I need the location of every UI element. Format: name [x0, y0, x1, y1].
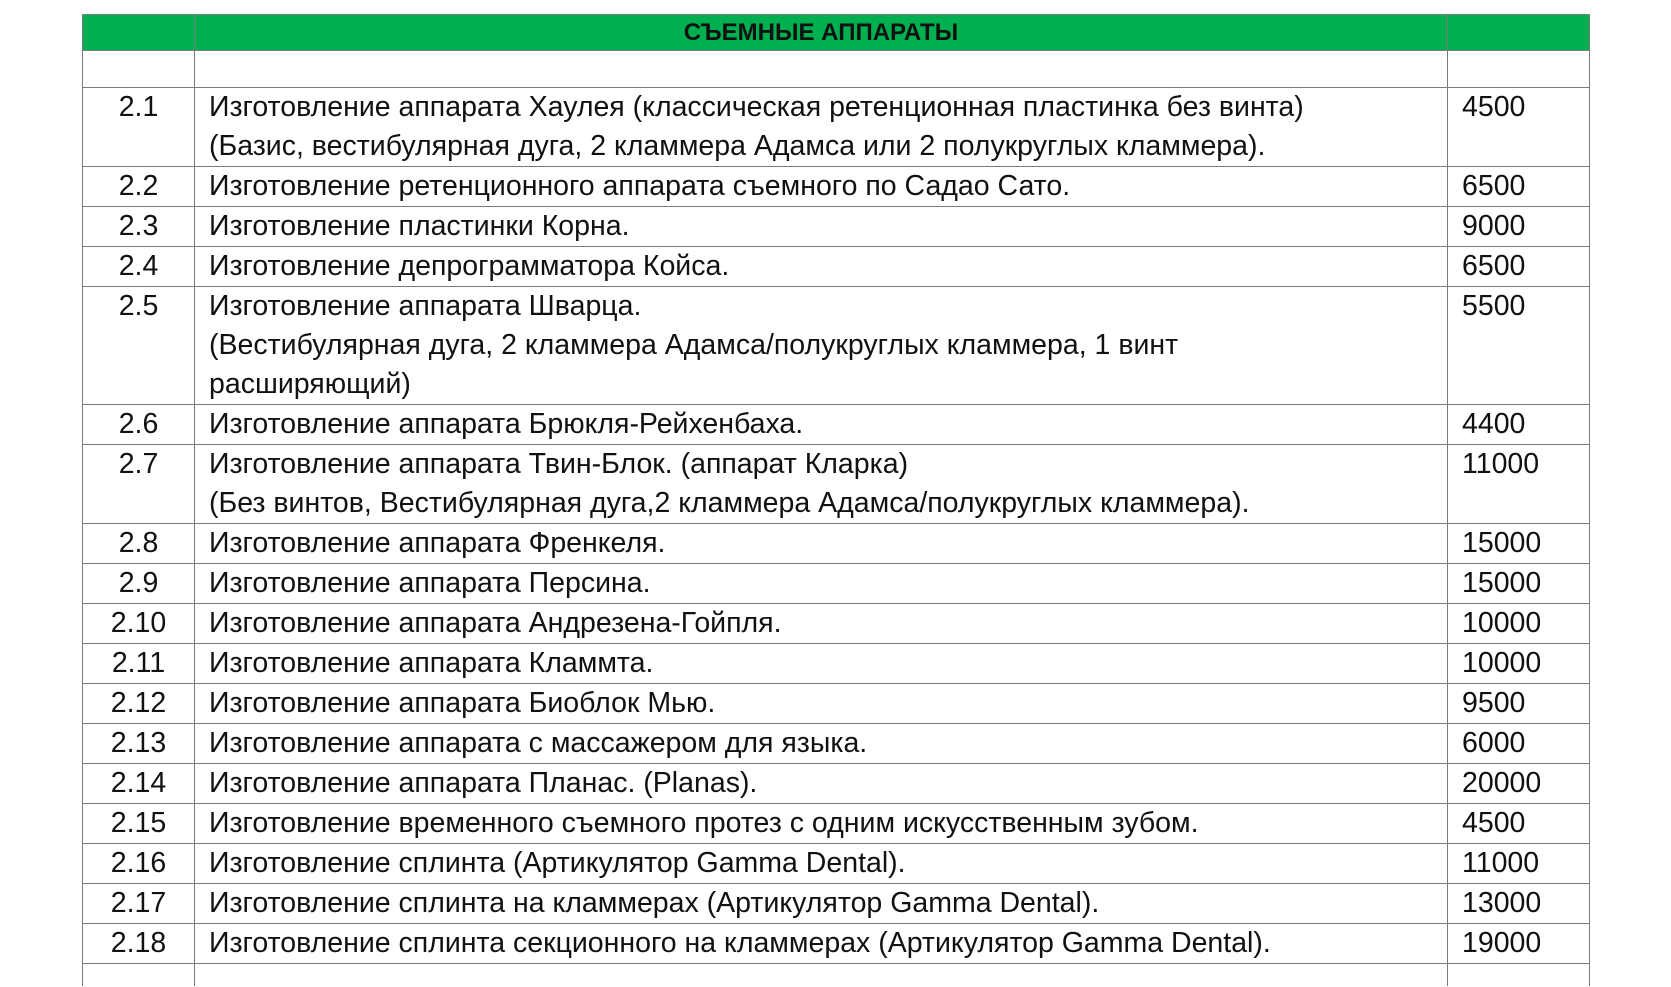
table-row — [83, 405, 1590, 445]
blank-row — [83, 51, 1590, 88]
item-price: 6500 — [1448, 247, 1590, 287]
item-price: 10000 — [1448, 644, 1590, 684]
item-price: 5500 — [1448, 287, 1590, 405]
table-row — [83, 167, 1590, 207]
item-description — [195, 884, 1448, 924]
description-line: Изготовление аппарата Брюкля-Рейхенбаха. — [209, 408, 804, 440]
table-row — [83, 844, 1590, 884]
table-row — [83, 524, 1590, 564]
item-number: 2.6 — [83, 405, 195, 445]
item-price: 11000 — [1448, 844, 1590, 884]
price-table-body — [83, 15, 1590, 987]
description-line: Изготовление сплинта (Артикулятор Gamma Dental). — [209, 847, 906, 879]
item-number: 2.10 — [83, 604, 195, 644]
item-number: 2.8 — [83, 524, 195, 564]
table-row — [83, 604, 1590, 644]
section-header-row — [83, 15, 1590, 51]
description-line: Изготовление временного съемного протез с одним искусственным зубом. — [209, 807, 1199, 839]
description-line: (Базис, вестибулярная дуга, 2 кламмера Адамса или 2 полукруглых кламмера). — [209, 130, 1266, 162]
description-line: Изготовление сплинта секционного на кламмерах (Артикулятор Gamma Dental). — [209, 927, 1271, 959]
blank-cell — [1448, 964, 1590, 987]
table-row — [83, 644, 1590, 684]
item-price: 9500 — [1448, 684, 1590, 724]
description-line: Изготовление аппарата Твин-Блок. (аппарат Кларка) — [209, 448, 909, 480]
item-number: 2.12 — [83, 684, 195, 724]
description-line: Изготовление ретенционного аппарата съемного по Садао Сато. — [209, 170, 1071, 202]
blank-row — [83, 964, 1590, 987]
item-description — [195, 844, 1448, 884]
header-num-cell — [83, 15, 195, 51]
item-description — [195, 724, 1448, 764]
item-description — [195, 684, 1448, 724]
description-line: (Без винтов, Вестибулярная дуга,2 кламмера Адамса/полукруглых кламмера). — [209, 487, 1250, 519]
table-row — [83, 804, 1590, 844]
description-line: Изготовление пластинки Корна. — [209, 210, 630, 242]
item-description — [195, 564, 1448, 604]
description-line: Изготовление аппарата Биоблок Мью. — [209, 687, 716, 719]
table-row — [83, 684, 1590, 724]
item-number: 2.14 — [83, 764, 195, 804]
item-description — [195, 207, 1448, 247]
description-line: Изготовление аппарата Шварца. — [209, 290, 642, 322]
item-description — [195, 287, 1448, 405]
description-line: Изготовление депрограмматора Койса. — [209, 250, 730, 282]
item-description — [195, 405, 1448, 445]
blank-cell — [83, 964, 195, 987]
description-line: Изготовление аппарата Френкеля. — [209, 527, 666, 559]
item-price: 9000 — [1448, 207, 1590, 247]
item-price: 6500 — [1448, 167, 1590, 207]
table-row — [83, 247, 1590, 287]
header-price-cell — [1448, 15, 1590, 51]
item-price: 15000 — [1448, 524, 1590, 564]
item-price: 10000 — [1448, 604, 1590, 644]
blank-cell — [195, 964, 1448, 987]
table-row — [83, 764, 1590, 804]
section-title: СЪЕМНЫЕ АППАРАТЫ — [195, 15, 1448, 51]
item-price: 20000 — [1448, 764, 1590, 804]
item-price: 4500 — [1448, 804, 1590, 844]
description-line: Изготовление аппарата Андрезена-Гойпля. — [209, 607, 782, 639]
item-number: 2.17 — [83, 884, 195, 924]
item-number: 2.7 — [83, 445, 195, 524]
table-row — [83, 924, 1590, 964]
item-number: 2.1 — [83, 88, 195, 167]
description-line: Изготовление аппарата Персина. — [209, 567, 651, 599]
item-price: 6000 — [1448, 724, 1590, 764]
table-row — [83, 88, 1590, 167]
item-number: 2.15 — [83, 804, 195, 844]
table-row — [83, 287, 1590, 405]
item-price: 4500 — [1448, 88, 1590, 167]
table-row — [83, 207, 1590, 247]
item-description — [195, 524, 1448, 564]
item-number: 2.9 — [83, 564, 195, 604]
item-number: 2.5 — [83, 287, 195, 405]
item-number: 2.16 — [83, 844, 195, 884]
table-row — [83, 445, 1590, 524]
item-description — [195, 247, 1448, 287]
item-price: 19000 — [1448, 924, 1590, 964]
item-price: 11000 — [1448, 445, 1590, 524]
blank-cell — [1448, 51, 1590, 88]
description-line: расширяющий) — [209, 368, 411, 400]
description-line: Изготовление сплинта на кламмерах (Артикулятор Gamma Dental). — [209, 887, 1100, 919]
description-line: (Вестибулярная дуга, 2 кламмера Адамса/полукруглых кламмера, 1 винт — [209, 329, 1179, 361]
item-number: 2.18 — [83, 924, 195, 964]
item-number: 2.3 — [83, 207, 195, 247]
item-number: 2.13 — [83, 724, 195, 764]
table-row — [83, 564, 1590, 604]
blank-cell — [195, 51, 1448, 88]
table-row — [83, 884, 1590, 924]
description-line: Изготовление аппарата Планас. (Planas). — [209, 767, 758, 799]
item-description — [195, 644, 1448, 684]
item-description — [195, 445, 1448, 524]
item-number: 2.2 — [83, 167, 195, 207]
blank-cell — [83, 51, 195, 88]
item-price: 4400 — [1448, 405, 1590, 445]
price-table — [82, 14, 1590, 986]
item-description — [195, 88, 1448, 167]
item-description — [195, 167, 1448, 207]
description-line: Изготовление аппарата Кламмта. — [209, 647, 654, 679]
item-description — [195, 804, 1448, 844]
item-number: 2.4 — [83, 247, 195, 287]
description-line: Изготовление аппарата с массажером для языка. — [209, 727, 868, 759]
item-price: 15000 — [1448, 564, 1590, 604]
description-line: Изготовление аппарата Хаулея (классическая ретенционная пластинка без винта) — [209, 91, 1304, 123]
item-description — [195, 924, 1448, 964]
item-number: 2.11 — [83, 644, 195, 684]
item-description — [195, 764, 1448, 804]
table-row — [83, 724, 1590, 764]
item-price: 13000 — [1448, 884, 1590, 924]
item-description — [195, 604, 1448, 644]
